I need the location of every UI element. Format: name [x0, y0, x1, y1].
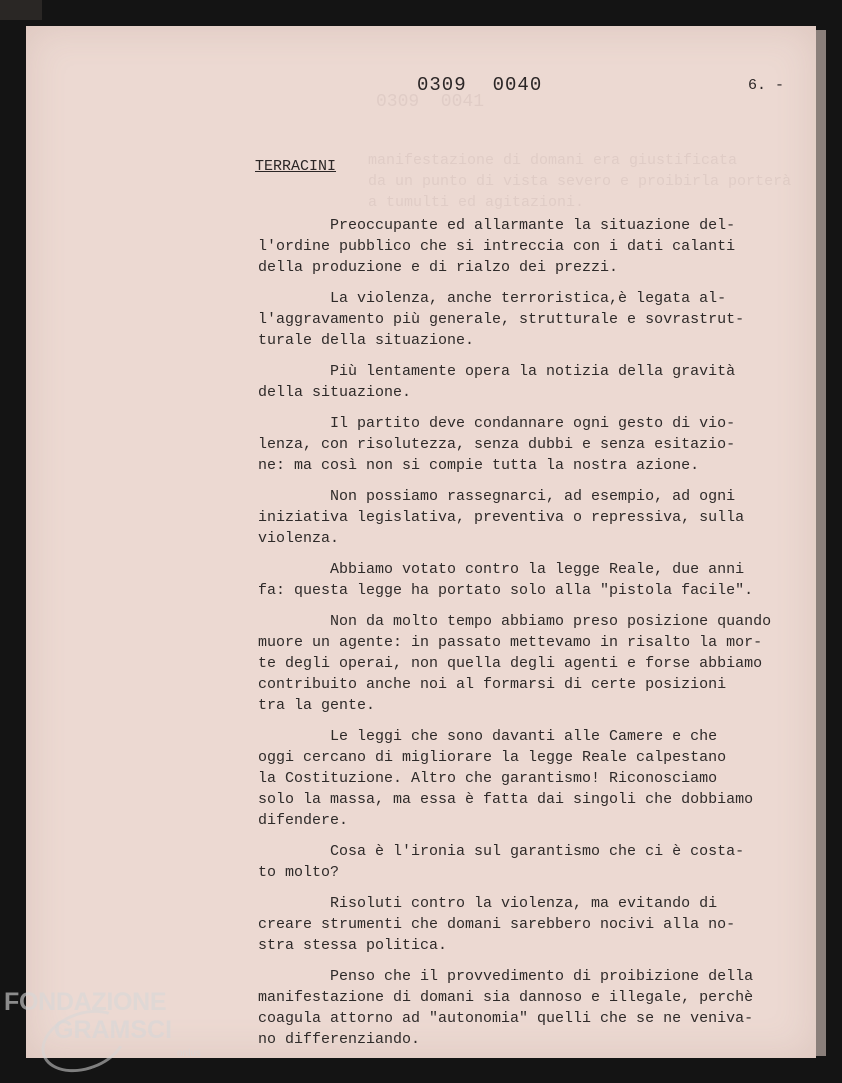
body-text — [258, 215, 808, 1060]
page-edge — [816, 30, 826, 1056]
show-through-number: 0309 0041 — [376, 92, 485, 112]
paragraph: Il partito deve condannare ogni gesto di vio- lenza, con risolutezza, senza dubbi e senza esitazio- ne: ma così non si compie tutta la nostra azione. — [258, 415, 736, 474]
paragraph: Preoccupante ed allarmante la situazione del- l'ordine pubblico che si intreccia con i dati calanti della produzione e di rialzo dei prezzi. — [258, 217, 736, 276]
paragraph: Penso che il provvedimento di proibizione della manifestazione di domani sia dannoso e illegale, perchè coagula attorno ad "autonomia" quelli che se ne veniva- no differenziando. — [258, 968, 754, 1048]
archive-number — [417, 74, 542, 96]
paragraph: Non possiamo rassegnarci, ad esempio, ad ogni iniziativa legislativa, preventiva o repressiva, sulla violenza. — [258, 488, 745, 547]
paragraph: Cosa è l'ironia sul garantismo che ci è costa- to molto? — [258, 843, 745, 881]
paragraph: Le leggi che sono davanti alle Camere e che oggi cercano di migliorare la legge Reale calpestano la Costituzione. Altro che garantismo! Riconosciamo solo la massa, ma essa è fatta dai singoli che dobbiamo difendere. — [258, 728, 754, 829]
show-through-text: manifestazione di domani era giustificata da un punto di vista severo e proibirla porterà a tumulti ed agitazioni. — [368, 152, 792, 211]
page-number: 6. - — [748, 77, 785, 94]
watermark-suffix: onlus — [177, 1048, 201, 1059]
paragraph: Non da molto tempo abbiamo preso posizione quando muore un agente: in passato mettevamo in risalto la mor- te degli operai, non quella degli agenti e forse abbiamo contribuito anche noi al formarsi di certe posizioni tra la gente. — [258, 613, 772, 714]
fondazione-gramsci-watermark — [4, 988, 209, 1059]
archive-number-part: 0309 — [417, 74, 467, 96]
watermark-line2: GRAMSCI — [54, 1016, 173, 1044]
paragraph: Risoluti contro la violenza, ma evitando di creare strumenti che domani sarebbero nocivi alla no- stra stessa politica. — [258, 895, 736, 954]
archive-number-part: 0040 — [492, 74, 543, 96]
watermark-line1: FONDAZIONE — [4, 988, 167, 1016]
paragraph: La violenza, anche terroristica,è legata al- l'aggravamento più generale, strutturale e sovrastrut- turale della situazione. — [258, 290, 745, 349]
paragraph: Abbiamo votato contro la legge Reale, due anni fa: questa legge ha portato solo alla "pistola facile". — [258, 561, 754, 599]
speaker-heading: TERRACINI — [255, 158, 337, 175]
paragraph: Più lentamente opera la notizia della gravità della situazione. — [258, 363, 736, 401]
scanner-edge — [0, 0, 42, 20]
